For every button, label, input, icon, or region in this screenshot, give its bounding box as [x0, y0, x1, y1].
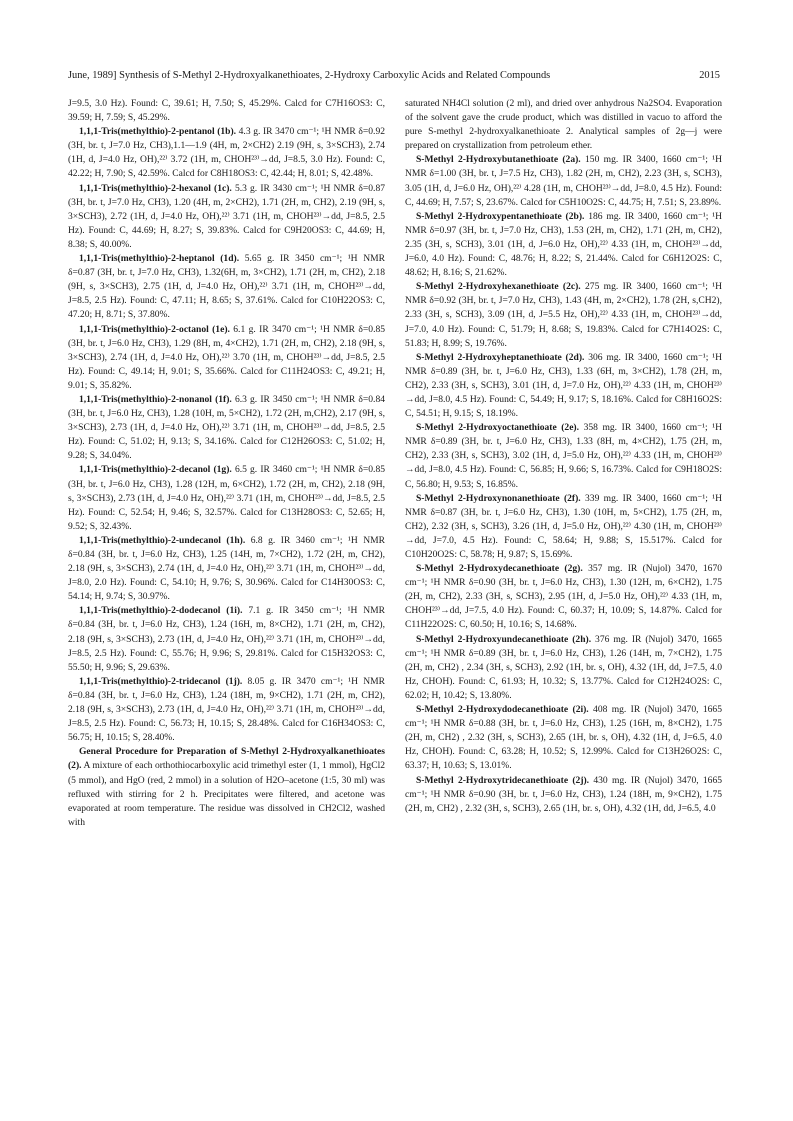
paragraph: S-Methyl 2-Hydroxyundecanethioate (2h). 376 mg. IR (Nujol) 3470, 1665 cm⁻¹; ¹H NMR δ=0.89 (3H, br. t, J=6.0 Hz, CH3), 1.26 (14H, m, 7×CH2), 1.75 (2H, m, CH2) , 2.34 (3H, s, SCH3), 2.92 (1H, br. s, OH), 4.32 (1H, dd, J=7.5, 4.0 Hz, CHOH). Found: C, 61.93; H, 10.32; S, 13.77%. Calcd for C12H24O2S: C, 62.02; H, 10.42; S, 13.80%. — [405, 633, 722, 701]
paragraph: S-Methyl 2-Hydroxynonanethioate (2f). 339 mg. IR 3400, 1660 cm⁻¹; ¹H NMR δ=0.87 (3H, br. t, J=6.0 Hz, CH3), 1.30 (10H, m, 5×CH2), 1.75 (2H, m, CH2), 2.32 (3H, s, SCH3), 3.26 (1H, d, J=5.0 Hz, OH),²²⁾ 4.30 (1H, m, CHOH²³⁾→dd, J=7.0, 4.5 Hz). Found: C, 58.64; H, 9.88; S, 15.517%. Calcd for C10H20O2S: C, 58.78; H, 9.87; S, 15.69%. — [405, 492, 723, 560]
paragraph: J=9.5, 3.0 Hz). Found: C, 39.61; H, 7.50; S, 45.29%. Calcd for C7H16OS3: C, 39.59; H, 7.59; S, 45.29%. — [68, 98, 385, 124]
paragraph: saturated NH4Cl solution (2 ml), and dried over anhydrous Na2SO4. Evaporation of the solvent gave the crude product, which was distilled in vacuo to afford the pure S-methyl 2-hydroxyalkanethioate 2. Analytical samples of 2g—j were prepared on crystallization from petroleum ether. — [405, 98, 722, 152]
paragraph: 1,1,1-Tris(methylthio)-2-pentanol (1b). 4.3 g. IR 3470 cm⁻¹; ¹H NMR δ=0.92 (3H, br. t, J=7.0 Hz, CH3),1.1—1.9 (4H, m, 2×CH2) 2.19 (9H, s, 3×SCH3), 2.74 (1H, d, J=4.0 Hz, OH),²²⁾ 3.72 (1H, m, CHOH²³⁾→dd, J=8.5, 3.0 Hz). Found: C, 42.22; H, 7.90; S, 42.59%. Calcd for C8H18OS3: C, 42.44; H, 8.01; S, 42.48%. — [68, 126, 385, 180]
running-header — [68, 70, 720, 86]
paragraph: General Procedure for Preparation of S-Methyl 2-Hydroxyalkanethioates (2). A mixture of each orthothiocarboxylic acid trimethyl ester (1, 1 mmol), HgCl2 (5 mmol), and HgO (red, 2 mmol) in a solution of H2O–acetone (1:5, 30 ml) was refluxed with stirring for 2 h. Precipitates were filtered, and acetone was evaporated at room temperature. The residue was dissolved in CH2Cl2, washed with — [68, 746, 385, 828]
right-column — [405, 97, 722, 816]
journal-citation: June, 1989] Synthesis of S-Methyl 2-Hydroxyalkanethioates, 2-Hydroxy Carboxylic Acids and Related Compounds — [68, 70, 551, 81]
paragraph: 1,1,1-Tris(methylthio)-2-hexanol (1c). 5.3 g. IR 3430 cm⁻¹; ¹H NMR δ=0.87 (3H, br. t, J=7.0 Hz, CH3), 1.20 (4H, m, 2×CH2), 1.71 (2H, m, CH2), 2.19 (9H, s, 3×SCH3), 2.72 (1H, d, J=4.0 Hz, OH),²²⁾ 3.71 (1H, m, CHOH²³⁾→dd, J=8.5, 2.5 Hz). Found: C, 44.69; H, 8.27; S, 39.83%. Calcd for C9H20OS3: C, 44.69; H, 8.38; S, 40.00%. — [68, 182, 385, 250]
compound-title: S-Methyl 2-Hydroxydodecanethioate (2i). — [416, 704, 589, 716]
compound-title: S-Methyl 2-Hydroxypentanethioate (2b). — [416, 210, 585, 222]
paragraph: 1,1,1-Tris(methylthio)-2-heptanol (1d). 5.65 g. IR 3450 cm⁻¹; ¹H NMR δ=0.87 (3H, br. t, J=7.0 Hz, CH3), 1.32(6H, m, 3×CH2), 1.71 (2H, m, CH2), 2.18 (9H, s, 3×SCH3), 2.75 (1H, d, J=4.0 Hz, OH),²²⁾ 3.71 (1H, m, CHOH²³⁾→dd, J=8.5, 2.5 Hz). Found: C, 47.11; H, 8.65; S, 37.61%. Calcd for C10H22OS3: C, 47.20; H, 8.71; S, 37.80%. — [68, 253, 385, 321]
compound-title: 1,1,1-Tris(methylthio)-2-dodecanol (1i). — [79, 605, 243, 617]
compound-title: S-Methyl 2-Hydroxynonanethioate (2f). — [416, 492, 581, 504]
paragraph: S-Methyl 2-Hydroxyheptanethioate (2d). 306 mg. IR 3400, 1660 cm⁻¹; ¹H NMR δ=0.89 (3H, br. t, J=6.0 Hz, CH3), 1.33 (6H, m, 3×CH2), 1.78 (2H, m, CH2), 2.33 (3H, s, SCH3), 3.01 (1H, d, J=7.0 Hz, OH),²²⁾ 4.33 (1H, m, CHOH²³⁾→dd, J=8.0, 4.5 Hz). Found: C, 54.49; H, 9.17; S, 18.16%. Calcd for C8H16O2S: C, 54.51; H, 9.15; S, 18.19%. — [405, 351, 723, 420]
compound-title: S-Methyl 2-Hydroxyoctanethioate (2e). — [416, 422, 580, 434]
page-number: 2015 — [699, 70, 720, 81]
paragraph: 1,1,1-Tris(methylthio)-2-undecanol (1h). 6.8 g. IR 3460 cm⁻¹; ¹H NMR δ=0.84 (3H, br. t, J=6.0 Hz, CH3), 1.25 (14H, m, 7×CH2), 1.72 (2H, m, CH2), 2.18 (9H, s, 3×SCH3), 2.74 (1H, d, J=4.0 Hz, OH),²²⁾ 3.71 (1H, m, CHOH²³⁾→dd, J=8.0, 2.0 Hz). Found: C, 54.10; H, 9.76; S, 30.96%. Calcd for C14H30OS3: C, 54.14; H, 9.74; S, 30.97%. — [68, 534, 385, 603]
compound-title: S-Methyl 2-Hydroxyheptanethioate (2d). — [416, 351, 585, 363]
left-column — [68, 97, 385, 830]
paragraph: 1,1,1-Tris(methylthio)-2-tridecanol (1j). 8.05 g. IR 3470 cm⁻¹; ¹H NMR δ=0.84 (3H, br. t, J=6.0 Hz, CH3), 1.24 (18H, m, 9×CH2), 1.71 (2H, m, CH2), 2.18 (9H, s, 3×SCH3), 2.73 (1H, d, J=4.0 Hz, OH),²²⁾ 3.71 (1H, m, CHOH²³⁾→dd, J=8.5, 2.5 Hz). Found: C, 56.73; H, 10.15; S, 28.48%. Calcd for C16H34OS3: C, 56.75; H, 10.15; S, 28.40%. — [68, 675, 385, 744]
paragraph: 1,1,1-Tris(methylthio)-2-octanol (1e). 6.1 g. IR 3470 cm⁻¹; ¹H NMR δ=0.85 (3H, br. t, J=6.0 Hz, CH3), 1.29 (8H, m, 4×CH2), 1.71 (2H, m, CH2), 2.18 (9H, s, 3×SCH3), 2.74 (1H, d, J=4.0 Hz, OH),²²⁾ 3.70 (1H, m, CHOH²³⁾→dd, J=8.5, 2.5 Hz). Found: C, 49.14; H, 9.01; S, 35.66%. Calcd for C11H24OS3: C, 49.21; H, 9.01; S, 35.82%. — [68, 323, 386, 391]
compound-title: S-Methyl 2-Hydroxybutanethioate (2a). — [416, 154, 581, 166]
compound-title: S-Methyl 2-Hydroxyhexanethioate (2c). — [416, 281, 581, 293]
paragraph: 1,1,1-Tris(methylthio)-2-dodecanol (1i). 7.1 g. IR 3450 cm⁻¹; ¹H NMR δ=0.84 (3H, br. t, J=6.0 Hz, CH3), 1.24 (16H, m, 8×CH2), 1.71 (2H, m, CH2), 2.18 (9H, s, 3×SCH3), 2.73 (1H, d, J=4.0 Hz, OH),²²⁾ 3.71 (1H, m, CHOH²³⁾→dd, J=8.5, 2.5 Hz). Found: C, 55.76; H, 9.96; S, 29.81%. Calcd for C15H32OS3: C, 55.50; H, 9.96; S, 29.63%. — [68, 605, 386, 673]
compound-title: S-Methyl 2-Hydroxytridecanethioate (2j). — [416, 774, 590, 786]
paragraph: 1,1,1-Tris(methylthio)-2-decanol (1g). 6.5 g. IR 3460 cm⁻¹; ¹H NMR δ=0.85 (3H, br. t, J=6.0 Hz, CH3), 1.28 (12H, m, 6×CH2), 1.72 (2H, m, CH2), 2.18 (9H, s, 3×SCH3), 2.73 (1H, d, J=4.0 Hz, OH),²²⁾ 3.71 (1H, m, CHOH²³⁾→dd, J=8.5, 2.5 Hz). Found: C, 52.54; H, 9.46; S, 32.57%. Calcd for C13H28OS3: C, 52.65; H, 9.52; S, 32.43%. — [68, 464, 385, 532]
compound-title: 1,1,1-Tris(methylthio)-2-tridecanol (1j). — [79, 675, 243, 687]
compound-title: S-Methyl 2-Hydroxydecanethioate (2g). — [416, 563, 583, 575]
compound-title: 1,1,1-Tris(methylthio)-2-heptanol (1d). — [79, 253, 240, 265]
compound-title: 1,1,1-Tris(methylthio)-2-hexanol (1c). — [79, 182, 232, 194]
compound-title: S-Methyl 2-Hydroxyundecanethioate (2h). — [416, 633, 592, 645]
compound-title: 1,1,1-Tris(methylthio)-2-nonanol (1f). — [79, 393, 232, 405]
section-heading: General Procedure for Preparation of S-Methyl 2-Hydroxyalkanethioates (2). — [68, 746, 385, 772]
compound-title: 1,1,1-Tris(methylthio)-2-pentanol (1b). — [79, 126, 237, 138]
paragraph: S-Methyl 2-Hydroxyoctanethioate (2e). 358 mg. IR 3400, 1660 cm⁻¹; ¹H NMR δ=0.89 (3H, br. t, J=6.0 Hz, CH3), 1.33 (8H, m, 4×CH2), 1.75 (2H, m, CH2), 2.33 (3H, s, SCH3), 3.02 (1H, d, J=5.0 Hz, OH),²²⁾ 4.33 (1H, m, CHOH²³⁾→dd, J=8.0, 4.5 Hz). Found: C, 56.85; H, 9.66; S, 16.73%. Calcd for C9H18O2S: C, 56.80; H, 9.53; S, 16.85%. — [405, 422, 722, 490]
paragraph: S-Methyl 2-Hydroxypentanethioate (2b). 186 mg. IR 3400, 1660 cm⁻¹; ¹H NMR δ=0.97 (3H, br. t, J=7.0 Hz, CH3), 1.53 (2H, m, CH2), 1.71 (2H, m, CH2), 2.35 (3H, s, SCH3), 3.01 (1H, d, J=6.0 Hz, OH),²²⁾ 4.33 (1H, m, CHOH²³⁾→dd, J=6.0, 4.0 Hz). Found: C, 48.76; H, 8.22; S, 21.44%. Calcd for C6H12O2S: C, 48.62; H, 8.16; S, 21.62%. — [405, 210, 723, 279]
paragraph: S-Methyl 2-Hydroxydecanethioate (2g). 357 mg. IR (Nujol) 3470, 1670 cm⁻¹; ¹H NMR δ=0.90 (3H, br. t, J=6.0 Hz, CH3), 1.30 (12H, m, 6×CH2), 1.75 (2H, m, CH2), 2.33 (3H, s, SCH3), 2.95 (1H, d, J=5.0 Hz, OH),²²⁾ 4.33 (1H, m, CHOH²³⁾→dd, J=7.5, 4.0 Hz). Found: C, 60.37; H, 10.09; S, 14.87%. Calcd for C11H22O2S: C, 60.50; H, 10.16; S, 14.68%. — [405, 563, 722, 631]
compound-title: 1,1,1-Tris(methylthio)-2-undecanol (1h). — [79, 534, 246, 546]
paragraph: 1,1,1-Tris(methylthio)-2-nonanol (1f). 6.3 g. IR 3450 cm⁻¹; ¹H NMR δ=0.84 (3H, br. t, J=6.0 Hz, CH3), 1.28 (10H, m, 5×CH2), 1.72 (2H, m,CH2), 2.17 (9H, s, 3×SCH3), 2.73 (1H, d, J=4.0 Hz, OH),²²⁾ 3.71 (1H, m, CHOH²³⁾→dd, J=8.5, 2.5 Hz). Found: C, 51.02; H, 9.13; S, 34.16%. Calcd for C12H26OS3: C, 51.02; H, 9.28; S, 34.04%. — [68, 393, 385, 462]
compound-title: 1,1,1-Tris(methylthio)-2-octanol (1e). — [79, 323, 230, 335]
paragraph: S-Methyl 2-Hydroxytridecanethioate (2j). 430 mg. IR (Nujol) 3470, 1665 cm⁻¹; ¹H NMR δ=0.90 (3H, br. t, J=6.0 Hz, CH3), 1.24 (18H, m, 9×CH2), 1.75 (2H, m, CH2) , 2.32 (3H, s, SCH3), 2.65 (1H, br. s, OH), 4.32 (1H, dd, J=6.5, 4.0 — [405, 774, 722, 814]
compound-title: 1,1,1-Tris(methylthio)-2-decanol (1g). — [79, 464, 232, 476]
paragraph: S-Methyl 2-Hydroxydodecanethioate (2i). 408 mg. IR (Nujol) 3470, 1665 cm⁻¹; ¹H NMR δ=0.88 (3H, br. t, J=6.0 Hz, CH3), 1.25 (16H, m, 8×CH2), 1.75 (2H, m, CH2) , 2.32 (3H, s, SCH3), 2.65 (1H, br. s, OH), 4.32 (1H, d, J=6.5, 4.0 Hz, CHOH). Found: C, 63.28; H, 10.52; S, 12.99%. Calcd for C13H26O2S: C, 63.37; H, 10.63; S, 13.01%. — [405, 704, 722, 772]
paragraph: S-Methyl 2-Hydroxybutanethioate (2a). 150 mg. IR 3400, 1660 cm⁻¹; ¹H NMR δ=1.00 (3H, br. t, J=7.5 Hz, CH3), 1.82 (2H, m, CH2), 2.23 (3H, s, SCH3), 3.05 (1H, d, J=6.0 Hz, OH),²²⁾ 4.28 (1H, m, CHOH²³⁾→dd, J=8.0, 4.5 Hz). Found: C, 44.69; H, 7.57; S, 23.67%. Calcd for C5H10O2S: C, 44.75; H, 7.51; S, 23.89%. — [405, 154, 723, 208]
paragraph: S-Methyl 2-Hydroxyhexanethioate (2c). 275 mg. IR 3400, 1660 cm⁻¹; ¹H NMR δ=0.92 (3H, br. t, J=7.0 Hz, CH3), 1.43 (4H, m, 2×CH2), 1.78 (2H, s,CH2), 2.33 (3H, s, SCH3), 3.09 (1H, d, J=5.5 Hz, OH),²²⁾ 4.33 (1H, m, CHOH²³⁾→dd, J=7.0, 4.0 Hz). Found: C, 51.79; H, 8.68; S, 19.83%. Calcd for C7H14O2S: C, 51.83; H, 8.99; S, 19.76%. — [405, 281, 723, 349]
